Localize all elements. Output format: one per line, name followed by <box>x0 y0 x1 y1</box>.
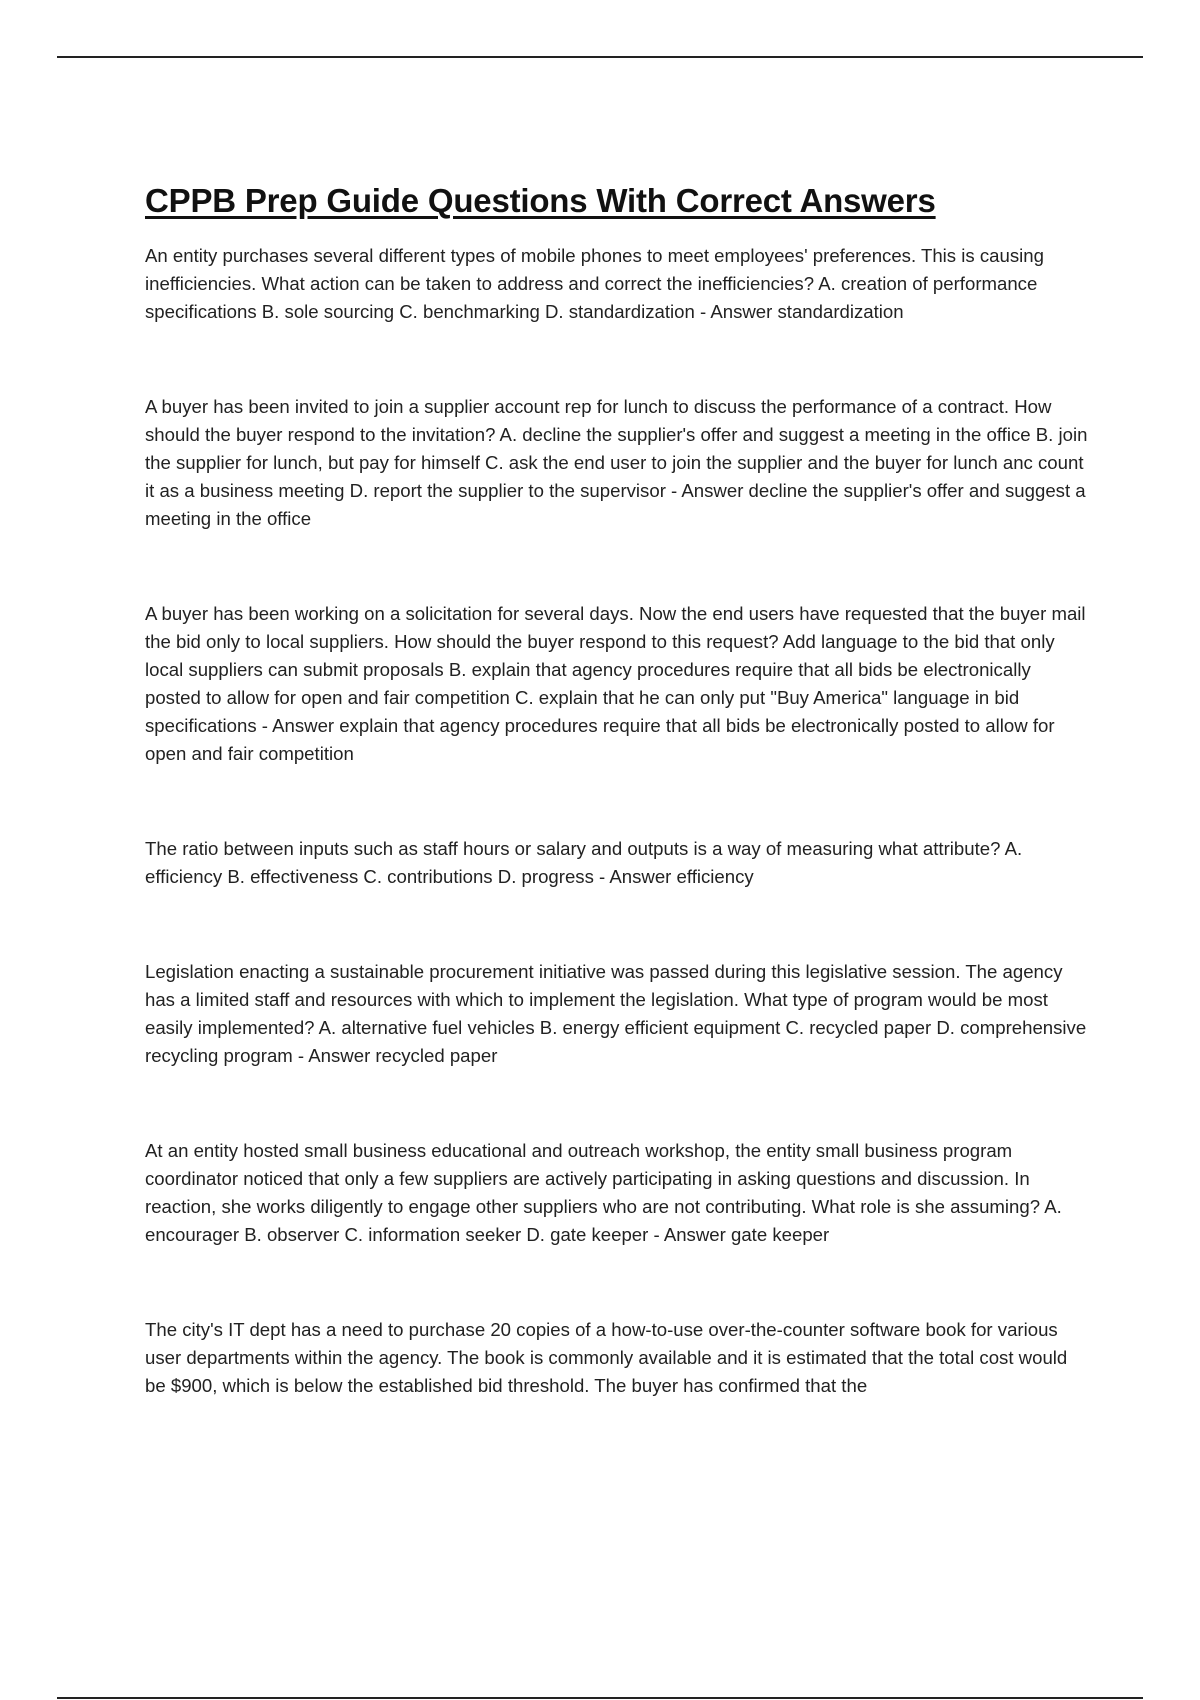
question-answer-5: Legislation enacting a sustainable procurement initiative was passed during this legislative session. The agency has a limited staff and resources with which to implement the legislation. What type of program would be most easily implemented? A. alternative fuel vehicles B. energy efficient equipment C. recycled paper D. comprehensive recycling program - Answer recycled paper <box>145 961 1087 1066</box>
header-rule <box>57 56 1143 58</box>
question-answer-7: The city's IT dept has a need to purchase 20 copies of a how-to-use over-the-counter software book for various user departments within the agency. The book is commonly available and it is estimated that the total cost would be $900, which is below the established bid threshold. The buyer has confirmed that the <box>145 1319 1068 1396</box>
document-title: CPPB Prep Guide Questions With Correct Answers <box>145 182 936 219</box>
document-body <box>145 180 1090 1400</box>
footer-rule <box>57 1697 1143 1699</box>
question-list <box>145 242 1090 1400</box>
question-answer-6: At an entity hosted small business educational and outreach workshop, the entity small business program coordinator noticed that only a few suppliers are actively participating in asking questions and discussion. In reaction, she works diligently to engage other suppliers who are not contributing. What role is she assuming? A. encourager B. observer C. information seeker D. gate keeper - Answer gate keeper <box>145 1140 1062 1245</box>
question-answer-4: The ratio between inputs such as staff hours or salary and outputs is a way of measuring what attribute? A. efficiency B. effectiveness C. contributions D. progress - Answer efficiency <box>145 838 1023 887</box>
question-answer-3: A buyer has been working on a solicitation for several days. Now the end users have requested that the buyer mail the bid only to local suppliers. How should the buyer respond to this request? Add language to the bid that only local suppliers can submit proposals B. explain that agency procedures require that all bids be electronically posted to allow for open and fair competition C. explain that he can only put "Buy America" language in bid specifications - Answer explain that agency procedures require that all bids be electronically posted to allow for open and fair competition <box>145 603 1086 764</box>
question-answer-2: A buyer has been invited to join a supplier account rep for lunch to discuss the performance of a contract. How should the buyer respond to the invitation? A. decline the supplier's offer and suggest a meeting in the office B. join the supplier for lunch, but pay for himself C. ask the end user to join the supplier and the buyer for lunch anc count it as a business meeting D. report the supplier to the supervisor - Answer decline the supplier's offer and suggest a meeting in the office <box>145 396 1088 529</box>
question-answer-1: An entity purchases several different types of mobile phones to meet employees' preferences. This is causing inefficiencies. What action can be taken to address and correct the inefficiencies? A. creation of performance specifications B. sole sourcing C. benchmarking D. standardization - Answer standardization <box>145 245 1044 322</box>
